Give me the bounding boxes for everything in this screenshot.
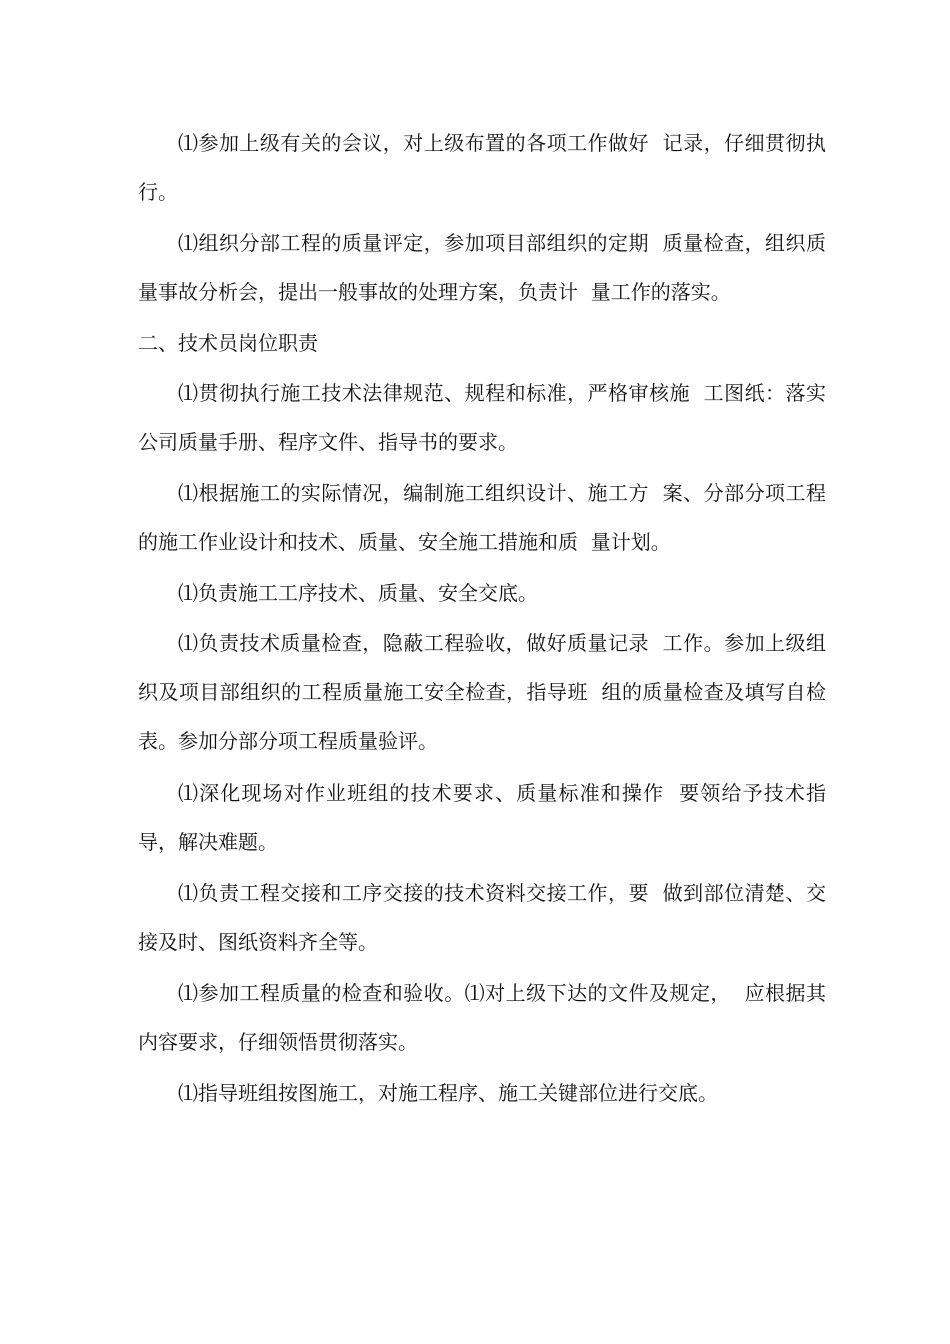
paragraph-acceptance: ⑴参加工程质量的检查和验收。⑴对上级下达的文件及规定， 应根据其内容要求，仔细领悟贯彻落实。: [138, 981, 826, 1054]
paragraph-construction-design: ⑴根据施工的实际情况，编制施工组织设计、施工方 案、分部分项工程的施工作业设计和技术、质量、安全施工措施和质 量计划。: [138, 481, 826, 554]
paragraph-quality-inspection: ⑴负责技术质量检查，隐蔽工程验收，做好质量记录 工作。参加上级组织及项目部组织的工程质量施工安全检查，指导班 组的质量检查及填写自检表。参加分部分项工程质量验评。: [138, 631, 826, 753]
paragraph-standards-review: ⑴贯彻执行施工技术法律规范、规程和标准，严格审核施 工图纸：落实公司质量手册、程序文件、指导书的要求。: [138, 381, 826, 454]
paragraph-briefing: ⑴负责施工工序技术、质量、安全交底。: [178, 581, 538, 605]
section-heading-technician-duties: 二、技术员岗位职责: [138, 331, 318, 355]
paragraph-meeting-records: ⑴参加上级有关的会议，对上级布置的各项工作做好 记录，仔细贯彻执行。: [138, 131, 826, 204]
paragraph-crew-guidance: ⑴指导班组按图施工，对施工程序、施工关键部位进行交底。: [178, 1081, 718, 1105]
paragraph-site-guidance: ⑴深化现场对作业班组的技术要求、质量标准和操作 要领给予技术指导，解决难题。: [138, 781, 826, 854]
paragraph-handover: ⑴负责工程交接和工序交接的技术资料交接工作，要 做到部位清楚、交接及时、图纸资料齐全等。: [138, 881, 826, 954]
paragraph-quality-evaluation: ⑴组织分部工程的质量评定，参加项目部组织的定期 质量检查，组织质量事故分析会，提出一般事故的处理方案，负责计 量工作的落实。: [138, 231, 826, 304]
